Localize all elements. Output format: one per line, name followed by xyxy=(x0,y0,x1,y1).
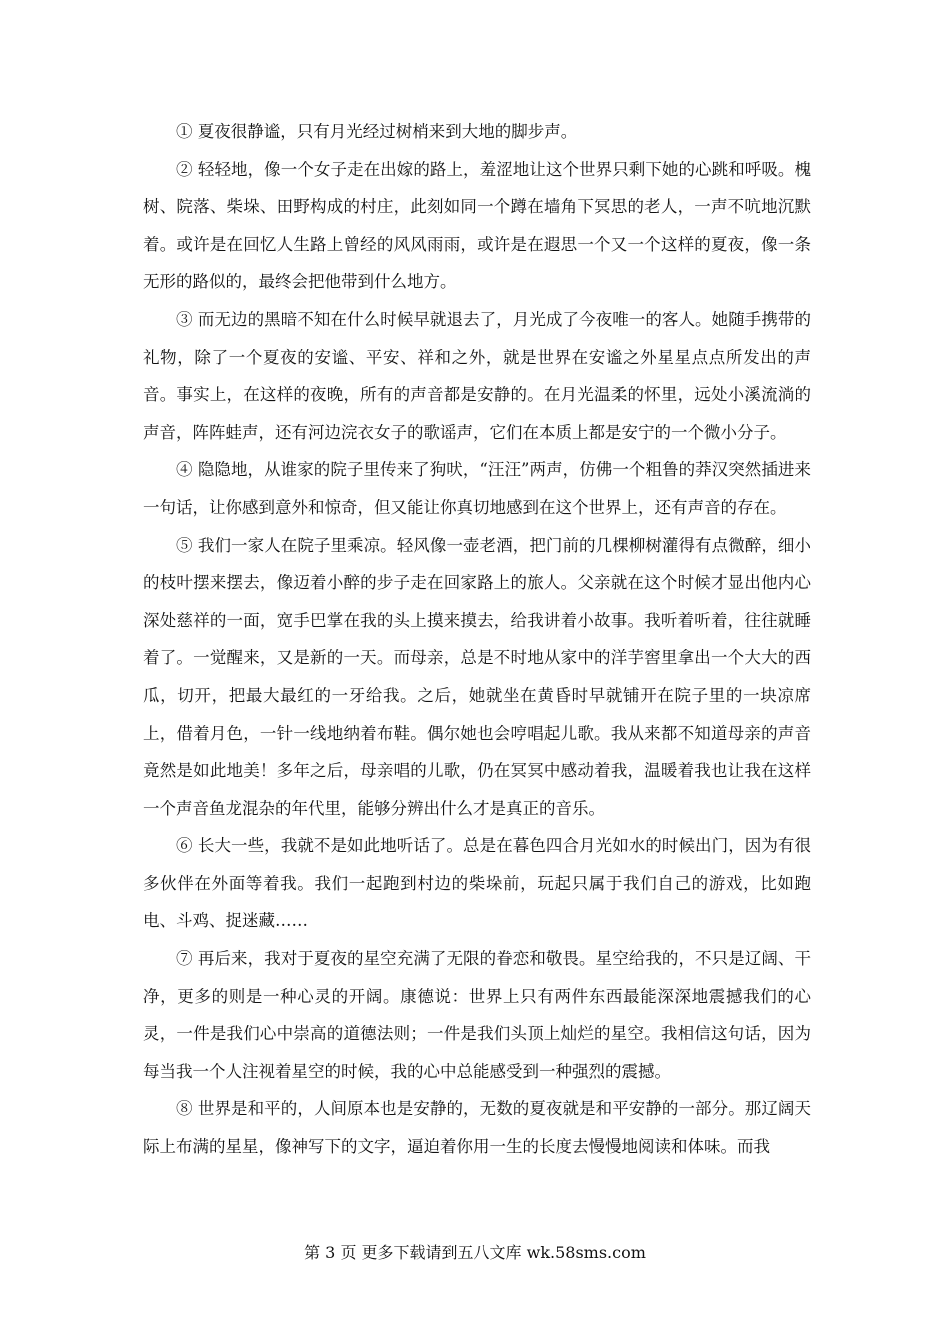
article-body xyxy=(143,113,811,1166)
paragraph-7: ⑦ 再后来，我对于夏夜的星空充满了无限的眷恋和敬畏。星空给我的，不只是辽阔、干净，更多的则是一种心灵的开阔。康德说：世界上只有两件东西最能深深地震撼我们的心灵，一件是我们心中崇高的道德法则；一件是我们头顶上灿烂的星空。我相信这句话，因为每当我一个人注视着星空的时候，我的心中总能感受到一种强烈的震撼。 xyxy=(143,949,811,1081)
paragraph-5: ⑤ 我们一家人在院子里乘凉。轻风像一壶老酒，把门前的几棵柳树灌得有点微醉，细小的枝叶摆来摆去，像迈着小醉的步子走在回家路上的旅人。父亲就在这个时候才显出他内心深处慈祥的一面，宽手巴掌在我的头上摸来摸去，给我讲着小故事。我听着听着，往往就睡着了。一觉醒来，又是新的一天。而母亲，总是不时地从家中的洋芋窖里拿出一个大大的西瓜，切开，把最大最红的一牙给我。之后，她就坐在黄昏时早就铺开在院子里的一块凉席上，借着月色，一针一线地纳着布鞋。偶尔她也会哼唱起儿歌。我从来都不知道母亲的声音竟然是如此地美！多年之后，母亲唱的儿歌，仍在冥冥中感动着我，温暖着我也让我在这样一个声音鱼龙混杂的年代里，能够分辨出什么才是真正的音乐。 xyxy=(143,535,811,818)
paragraph-4: ④ 隐隐地，从谁家的院子里传来了狗吠，“汪汪”两声，仿佛一个粗鲁的莽汉突然插进来一句话，让你感到意外和惊奇，但又能让你真切地感到在这个世界上，还有声音的存在。 xyxy=(143,460,811,517)
paragraph-2: ② 轻轻地，像一个女子走在出嫁的路上，羞涩地让这个世界只剩下她的心跳和呼吸。槐树、院落、柴垛、田野构成的村庄，此刻如同一个蹲在墙角下冥思的老人，一声不吭地沉默着。或许是在回忆人生路上曾经的风风雨雨，或许是在遐思一个又一个这样的夏夜，像一条无形的路似的，最终会把他带到什么地方。 xyxy=(143,159,811,292)
paragraph-3: ③ 而无边的黑暗不知在什么时候早就退去了，月光成了今夜唯一的客人。她随手携带的礼物，除了一个夏夜的安谧、平安、祥和之外，就是世界在安谧之外星星点点所发出的声音。事实上，在这样的夜晚，所有的声音都是安静的。在月光温柔的怀里，远处小溪流淌的声音，阵阵蛙声，还有河边浣衣女子的歌谣声，它们在本质上都是安宁的一个微小分子。 xyxy=(143,309,811,442)
paragraph-1: ① 夏夜很静谧，只有月光经过树梢来到大地的脚步声。 xyxy=(176,122,578,141)
paragraph-6: ⑥ 长大一些，我就不是如此地听话了。总是在暮色四合月光如水的时候出门，因为有很多伙伴在外面等着我。我们一起跑到村边的柴垛前，玩起只属于我们自己的游戏，比如跑电、斗鸡、捉迷藏…… xyxy=(143,836,811,931)
page-footer: 第 3 页 更多下载请到五八文库 wk.58sms.com xyxy=(304,1243,646,1262)
paragraph-8: ⑧ 世界是和平的，人间原本也是安静的，无数的夏夜就是和平安静的一部分。那辽阔天际上布满的星星，像神写下的文字，逼迫着你用一生的长度去慢慢地阅读和体味。而我 xyxy=(143,1099,811,1157)
